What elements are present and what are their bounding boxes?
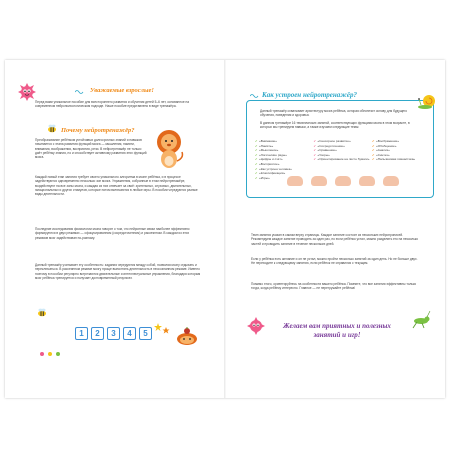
squiggle-decoration-icon [250, 93, 260, 99]
dot-icon [40, 352, 44, 356]
paragraph-2: Каждый новый этап занятия требует своего уникального алгоритма в мозге ребёнка, и в процессе задействуются одновременно несколько зон мозга. Упражнения, собранные в этом нейротренажёре, воздействуют на все зоны мозга, и каждая из них отвечает за своё: зрительных, слуховых, двигательных, эмоциональных и других стимулов, которые потом включаются в любые игры. В пособии чередуются разные виды деятельности. [35, 175, 198, 197]
topic-item: ✔ «Память» [255, 144, 310, 149]
hand-gesture-icon [359, 176, 375, 186]
grasshopper-illustration-icon [410, 308, 432, 330]
topic-item: ✔ «Пальчиковая гимнастика» [372, 157, 427, 162]
info-box [246, 91, 434, 198]
topic-item: ✔ «Как устроен человек» [255, 167, 310, 172]
paragraph-3: Последние исследования физиологии мозга говорят о том, что нейронные связи наиболее эффективно формируются в двух режимах — сфокусированном (сосредоточенном) и рассеянном. В каждом из этих режимов мозг задействован по-разному. [35, 227, 190, 240]
topic-item: ✔ «Ориентирование на листе бумаги» [314, 157, 369, 162]
bee-icon [46, 124, 58, 133]
hedgehog-illustration-icon [175, 326, 199, 346]
number-badge: 4 [123, 327, 136, 340]
bottom-paragraph-2: Если у ребёнка есть желание и он не устал, можно пройти несколько занятий за один день. Но не больше двух. Не переходите к следующему занятию, если ребёнок не справился с текущим. [251, 257, 418, 266]
decorative-dots [40, 352, 60, 356]
book-spread [5, 60, 445, 398]
topic-item: ✔ «Восприятие» [255, 162, 310, 167]
topic-item: ✔ «Синтез» [372, 153, 427, 158]
dot-icon [56, 352, 60, 356]
heading-why: Почему нейротренажёр? [61, 127, 135, 134]
left-page [5, 60, 224, 398]
topic-item: ✔ «Классификация» [255, 171, 310, 176]
lion-illustration-icon [151, 128, 187, 170]
intro-paragraph: Перед вами уникальное пособие для всестороннего развития и обучения детей 5–6 лет, основанное на современном нейропсихологическом подходе. Наше пособие представлено в виде тренажёра. [35, 100, 190, 109]
topic-item: ✔ «Узоры» [314, 153, 369, 158]
hand-gesture-icon [383, 176, 399, 186]
topic-item: ✔ «Внимание» [255, 139, 310, 144]
number-badges [75, 327, 152, 340]
hand-gesture-icon [335, 176, 351, 186]
number-badge: 3 [107, 327, 120, 340]
topic-item: ✔ «Воображение» [372, 139, 427, 144]
topic-item: ✔ «Цифры и счёт» [255, 157, 310, 162]
star-cluster-icon [154, 323, 170, 335]
finger-exercise-images [287, 176, 399, 186]
pink-monster-icon [247, 317, 265, 335]
topic-column-2 [314, 139, 369, 180]
pink-monster-icon [18, 83, 36, 101]
topic-item: ✔ «Мышление» [255, 148, 310, 153]
heading-parents: Уважаемые взрослые! [90, 87, 154, 94]
bee-icon-small [36, 308, 48, 317]
paragraph-4: Данный тренажёр учитывает эту особенность: задания чередуются между собой, позволяя мозгу отдыхать и переключаться. В рассеянном режиме мозгу проще выполнять деятельность в неосознанном режиме. Именно поэтому в пособии регулярно встречаются двигательные и интеллектуальные упражнения, благодаря которым мозг ребёнка тренируется и получает долговременный результат. [35, 263, 201, 280]
topic-column-1 [255, 139, 310, 180]
box-lead: В данном тренажёре 16 тематических занятий, соответствующих функциям мозга в этом возрасте, в которых мы тренируем навыки, а также изучаем следующие темы: [260, 121, 410, 130]
heading-how: Как устроен нейротренажёр? [262, 91, 358, 99]
number-badge: 1 [75, 327, 88, 340]
squiggle-decoration-icon [75, 89, 85, 95]
box-intro: Данный тренажёр охватывает архитектуру мозга ребёнка, которая обеспечит основу для будущего обучения, поведения и здоровья. [260, 109, 408, 118]
bottom-paragraph-3: Помимо этого, ориентируйтесь на особенности вашего ребёнка. Помните, что все занятия эффективны только тогда, когда ребёнку интересно. Главное — не перегружайте ребёнка! [251, 282, 417, 291]
topic-item: ✔ «Сенсорное развитие» [314, 139, 369, 144]
dot-icon [48, 352, 52, 356]
topic-item: ✔ «Обобщение» [372, 144, 427, 149]
closing-wish: Желаем вам приятных и полезных занятий и игр! [283, 322, 391, 339]
number-badge: 2 [91, 327, 104, 340]
topic-column-3 [372, 139, 427, 180]
topic-item: ✔ «Игры» [255, 176, 310, 181]
number-badge: 5 [139, 327, 152, 340]
snail-illustration-icon [417, 90, 437, 110]
topic-item: ✔ «Логические ряды» [255, 153, 310, 158]
right-page [226, 60, 445, 398]
topic-item: ✔ «Сравнение» [314, 148, 369, 153]
topic-lists [255, 139, 427, 180]
topic-item: ✔ «Сосредоточение» [314, 144, 369, 149]
bottom-paragraph-1: Темп занятия указан в самом верху страницы. Каждое занятие состоит из нескольких нейропрописей. Рекомендуем каждое занятие проводить за один раз, но если ребёнок устал, можно разделить его на несколько частей и проводить занятие в течение нескольких дней. [251, 233, 419, 246]
hand-gesture-icon [287, 176, 303, 186]
paragraph-1: Преобразование ребёнком устойчивых долгосрочных знаний и навыков начинается с этапа развития функций мозга — мышления, памяти, внимания, воображения, восприятия, речи. В нейротренажёр не только даёт ребёнку знания, но и способствует активному развитию этих функций мозга. [35, 138, 147, 160]
hand-gesture-icon [311, 176, 327, 186]
topic-item: ✔ «Анализ» [372, 148, 427, 153]
